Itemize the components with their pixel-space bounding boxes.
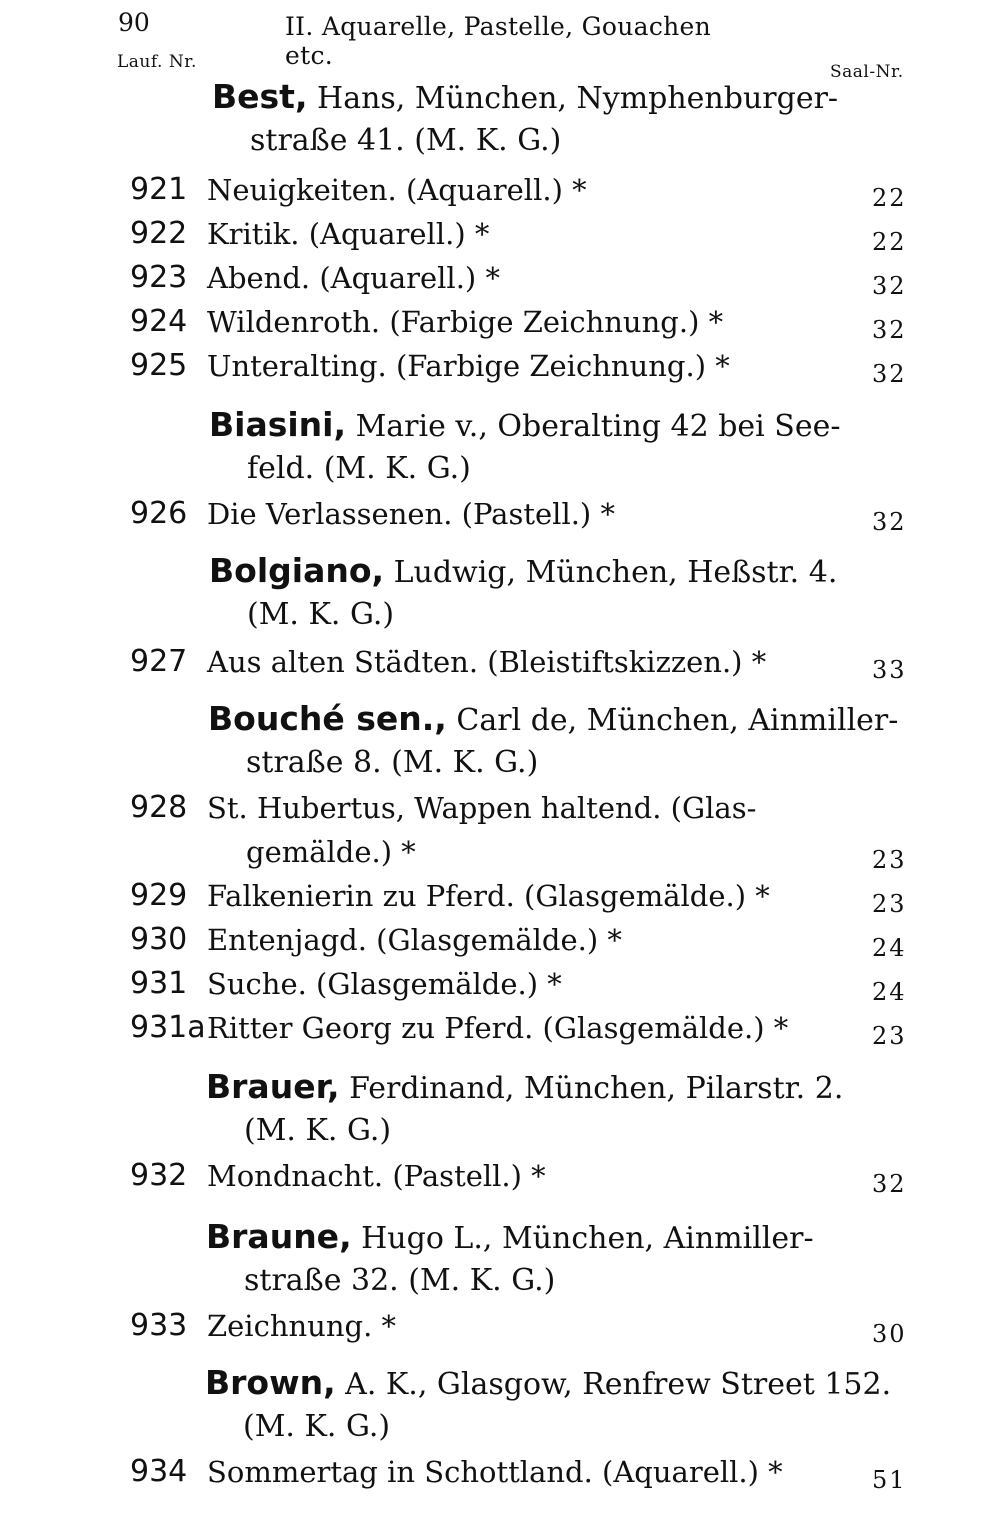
room-number: 24 xyxy=(872,978,907,1006)
entry-title: Abend. (Aquarell.) * xyxy=(207,261,500,295)
entry-title: Neuigkeiten. (Aquarell.) * xyxy=(207,173,587,207)
entry-number: 926 xyxy=(130,496,188,531)
catalog-entry xyxy=(0,212,1000,256)
entry-title: Suche. (Glasgemälde.) * xyxy=(207,967,562,1001)
artist-name: Braune, xyxy=(206,1217,352,1256)
entry-number: 927 xyxy=(130,644,188,679)
page-number: 90 xyxy=(118,8,150,37)
room-number: 32 xyxy=(872,272,907,300)
entry-title: Unteralting. (Farbige Zeichnung.) * xyxy=(207,349,730,383)
room-number: 32 xyxy=(872,360,907,388)
column-header-lauf-nr: Lauf. Nr. xyxy=(117,52,197,72)
artist-name: Bouché sen., xyxy=(208,699,447,738)
entry-title: St. Hubertus, Wappen haltend. (Glas- xyxy=(207,791,757,825)
artist-heading xyxy=(208,698,898,742)
artist-address-continued: straße 8. (M. K. G.) xyxy=(246,745,539,780)
entry-number: 923 xyxy=(130,260,188,295)
artist-address-continued: (M. K. G.) xyxy=(244,1113,392,1148)
artist-address-continued: straße 32. (M. K. G.) xyxy=(244,1263,556,1298)
artist-address: Carl de, München, Ainmiller- xyxy=(446,703,899,738)
artist-heading xyxy=(205,1362,891,1406)
artist-name: Bolgiano, xyxy=(209,551,385,590)
entry-title: Zeichnung. * xyxy=(207,1309,397,1343)
entry-title: Sommertag in Schottland. (Aquarell.) * xyxy=(207,1455,783,1489)
entry-number: 925 xyxy=(130,348,188,383)
catalog-entry xyxy=(0,962,1000,1006)
entry-title: Die Verlassenen. (Pastell.) * xyxy=(207,497,615,531)
artist-name: Biasini, xyxy=(209,405,347,444)
entry-number: 921 xyxy=(130,172,188,207)
entry-title: Mondnacht. (Pastell.) * xyxy=(207,1159,546,1193)
catalog-entry xyxy=(0,1450,1000,1494)
entry-title: Kritik. (Aquarell.) * xyxy=(207,217,490,251)
room-number: 32 xyxy=(872,508,907,536)
entry-title-continued: gemälde.) * xyxy=(246,835,416,869)
catalog-entry xyxy=(0,640,1000,684)
artist-address-continued: feld. (M. K. G.) xyxy=(247,451,471,486)
entry-number: 934 xyxy=(130,1454,188,1489)
catalog-entry xyxy=(0,786,1000,874)
artist-name: Brown, xyxy=(205,1363,336,1402)
catalog-entry xyxy=(0,168,1000,212)
artist-heading xyxy=(209,550,837,594)
artist-heading xyxy=(212,76,838,120)
room-number: 23 xyxy=(872,890,907,918)
artist-name: Brauer, xyxy=(206,1067,340,1106)
artist-address: Ferdinand, München, Pilarstr. 2. xyxy=(339,1071,844,1106)
artist-address: Hans, München, Nymphenburger- xyxy=(307,81,839,116)
room-number: 24 xyxy=(872,934,907,962)
column-header-saal-nr: Saal-Nr. xyxy=(830,62,904,82)
entry-number: 930 xyxy=(130,922,188,957)
entry-number: 932 xyxy=(130,1158,188,1193)
room-number: 32 xyxy=(872,316,907,344)
entry-title: Wildenroth. (Farbige Zeichnung.) * xyxy=(207,305,724,339)
catalog-entry xyxy=(0,344,1000,388)
artist-heading xyxy=(206,1066,843,1110)
catalog-entry xyxy=(0,492,1000,536)
artist-heading xyxy=(206,1216,814,1260)
catalog-entry xyxy=(0,918,1000,962)
artist-address-continued: straße 41. (M. K. G.) xyxy=(250,123,562,158)
entry-title: Entenjagd. (Glasgemälde.) * xyxy=(207,923,622,957)
room-number: 22 xyxy=(872,228,907,256)
artist-address: Hugo L., München, Ainmiller- xyxy=(351,1221,814,1256)
entry-title: Aus alten Städten. (Bleistiftskizzen.) * xyxy=(207,645,767,679)
artist-address-continued: (M. K. G.) xyxy=(243,1409,391,1444)
entry-number: 933 xyxy=(130,1308,188,1343)
catalog-entry xyxy=(0,1304,1000,1348)
room-number: 23 xyxy=(872,846,907,874)
entry-number: 931a xyxy=(130,1010,206,1045)
entry-title: Falkenierin zu Pferd. (Glasgemälde.) * xyxy=(207,879,770,913)
artist-name: Best, xyxy=(212,77,308,116)
catalog-entry xyxy=(0,874,1000,918)
catalog-entry xyxy=(0,256,1000,300)
artist-address: Marie v., Oberalting 42 bei See- xyxy=(346,409,841,444)
entry-number: 931 xyxy=(130,966,188,1001)
entry-title: Ritter Georg zu Pferd. (Glasgemälde.) * xyxy=(207,1011,789,1045)
catalog-entry xyxy=(0,1006,1000,1050)
artist-heading xyxy=(209,404,840,448)
entry-number: 929 xyxy=(130,878,188,913)
room-number: 33 xyxy=(872,656,907,684)
entry-number: 922 xyxy=(130,216,188,251)
room-number: 32 xyxy=(872,1170,907,1198)
artist-address: Ludwig, München, Heßstr. 4. xyxy=(384,555,838,590)
entry-number: 928 xyxy=(130,790,188,825)
entry-number: 924 xyxy=(130,304,188,339)
room-number: 23 xyxy=(872,1022,907,1050)
running-head: II. Aquarelle, Pastelle, Gouachen etc. xyxy=(285,12,712,70)
artist-address-continued: (M. K. G.) xyxy=(247,597,395,632)
room-number: 22 xyxy=(872,184,907,212)
artist-address: A. K., Glasgow, Renfrew Street 152. xyxy=(335,1367,892,1402)
catalog-entry xyxy=(0,1154,1000,1198)
room-number: 51 xyxy=(872,1466,907,1494)
catalog-entry xyxy=(0,300,1000,344)
room-number: 30 xyxy=(872,1320,907,1348)
